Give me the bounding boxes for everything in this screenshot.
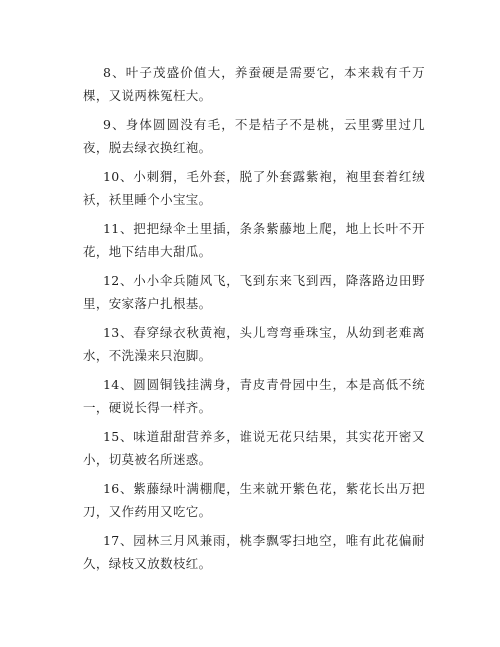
riddle-item-15: 15、味道甜甜营养多，谁说无花只结果，其实花开密又小，切莫被名所迷惑。 <box>83 429 425 467</box>
riddle-item-13: 13、春穿绿衣秋黄袍，头儿弯弯垂珠宝，从幼到老难离水，不洗澡来只泡脚。 <box>83 325 425 363</box>
riddle-item-14: 14、圆圆铜钱挂满身，青皮青骨园中生，本是高低不统一，硬说长得一样齐。 <box>83 377 425 415</box>
riddle-item-8: 8、叶子茂盛价值大，养蚕硬是需要它，本来栽有千万棵，又说两株冤枉大。 <box>83 65 425 103</box>
riddle-item-17: 17、园林三月风兼雨，桃李飘零扫地空，唯有此花偏耐久，绿枝又放数枝红。 <box>83 533 425 571</box>
riddle-item-10: 10、小刺猬，毛外套，脱了外套露紫袍，袍里套着红绒袄，袄里睡个小宝宝。 <box>83 169 425 207</box>
riddle-item-11: 11、把把绿伞土里插，条条紫藤地上爬，地上长叶不开花，地下结串大甜瓜。 <box>83 221 425 259</box>
riddle-item-16: 16、紫藤绿叶满棚爬，生来就开紫色花，紫花长出万把刀，又作药用又吃它。 <box>83 481 425 519</box>
riddle-list <box>83 62 425 582</box>
riddle-item-9: 9、身体圆圆没有毛，不是桔子不是桃，云里雾里过几夜，脱去绿衣换红袍。 <box>83 117 425 155</box>
riddle-item-12: 12、小小伞兵随风飞，飞到东来飞到西，降落路边田野里，安家落户扎根基。 <box>83 273 425 311</box>
